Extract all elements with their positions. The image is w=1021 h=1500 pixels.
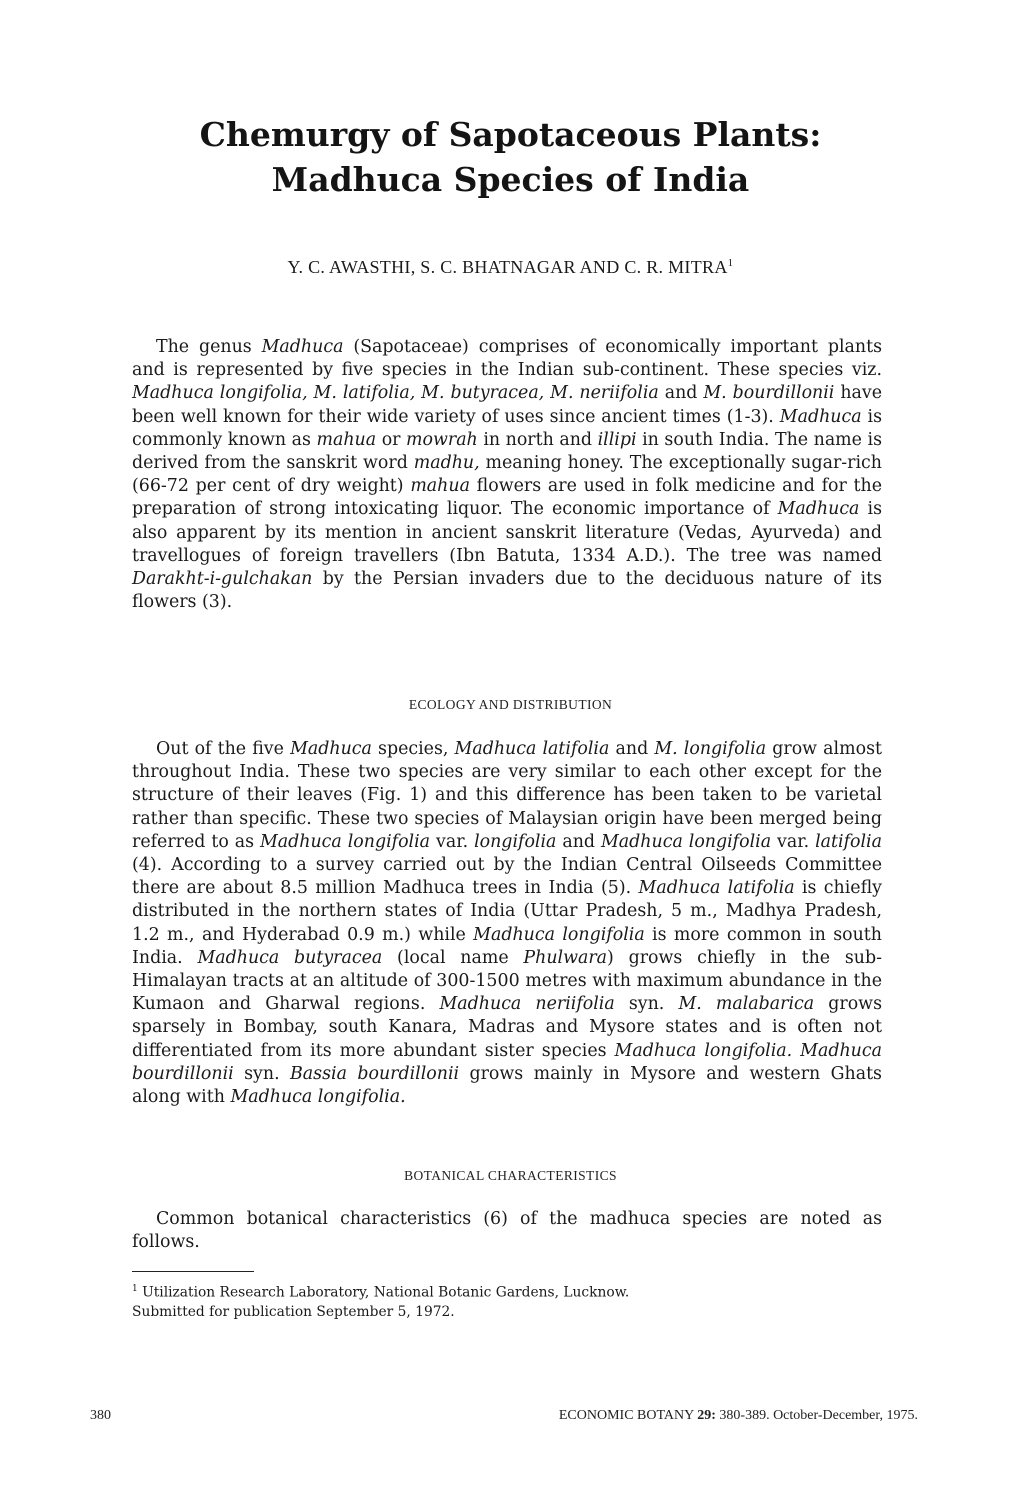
intro-run: or <box>376 429 407 450</box>
intro-run: Madhuca <box>777 499 860 520</box>
title-line-1: Chemurgy of Sapotaceous Plants: <box>199 115 822 154</box>
intro-run: is also apparent by its mention in ancient sanskrit literature (Vedas, Ayurveda) and travellogues of foreign travellers (Ibn Batuta, 1334 A.D.). The tree was named <box>132 499 882 566</box>
ecology-run: Madhuca latifolia <box>638 878 795 899</box>
footnote-marker: 1 <box>132 1284 138 1294</box>
intro-run: madhu, <box>413 453 480 474</box>
ecology-run: is chiefly distributed in the northern states of India (Uttar Pradesh, 5 m., Madhya Pradesh, 1.2 m., and Hyderabad 0.9 m.) while <box>132 878 882 945</box>
article-title <box>0 112 1021 202</box>
ecology-run: latifolia <box>815 831 882 852</box>
ecology-run: Phulwara <box>523 947 608 968</box>
journal-citation <box>559 1408 918 1424</box>
botanical-paragraph-text: Common botanical characteristics (6) of the madhuca species are noted as follows. <box>132 1209 882 1253</box>
botanical-paragraph <box>132 1208 882 1254</box>
ecology-run: var. <box>430 831 475 852</box>
title-line-2: Madhuca Species of India <box>271 160 750 199</box>
ecology-run: Madhuca butyracea <box>197 947 383 968</box>
ecology-run: and <box>609 739 655 759</box>
intro-run: mahua <box>316 429 377 450</box>
page-number: 380 <box>90 1408 111 1423</box>
intro-run: flowers are used in folk medicine and for the preparation of strong intoxicating liquor. The economic importance of <box>132 476 882 520</box>
ecology-paragraph-text <box>132 738 882 1109</box>
intro-paragraph <box>132 336 882 614</box>
journal-volume: 29: <box>697 1408 716 1423</box>
ecology-run: Madhuca longifolia <box>259 831 431 852</box>
ecology-run: Madhuca neriifolia <box>439 994 615 1015</box>
intro-run: Darakht-i-gulchakan <box>132 569 313 590</box>
ecology-run: Madhuca latifolia <box>454 739 610 759</box>
ecology-run: Madhuca <box>290 739 372 759</box>
journal-name: ECONOMIC BOTANY <box>558 1408 698 1423</box>
ecology-run: Madhuca longifolia <box>601 831 772 852</box>
intro-run: mowrah <box>406 429 478 450</box>
ecology-run: ) grows chiefly in the sub-Himalayan tracts at an altitude of 300-1500 metres with maximum abundance in the Kumaon and Gharwal regions. <box>132 947 882 1015</box>
footnote-divider <box>132 1271 254 1272</box>
ecology-run: and <box>556 831 601 852</box>
intro-run: illipi <box>597 429 637 450</box>
author-names: Y. C. AWASTHI, S. C. BHATNAGAR AND C. R. MITRA <box>287 257 728 277</box>
intro-run: meaning honey. The exceptionally sugar-rich (66-72 per cent of dry weight) <box>132 453 882 497</box>
author-footnote-marker: 1 <box>727 257 734 269</box>
intro-run: by the Persian invaders due to the deciduous nature of its flowers (3). <box>132 569 882 613</box>
section-heading-ecology: ECOLOGY AND DISTRIBUTION <box>408 697 613 712</box>
ecology-run: Madhuca longifolia. <box>230 1087 406 1108</box>
author-line <box>0 257 1021 278</box>
ecology-run: M. malabarica <box>678 994 815 1015</box>
ecology-run: longifolia <box>474 831 557 852</box>
intro-run: Madhuca longifolia, M. latifolia, M. butyracea, M. neriifolia <box>132 383 659 404</box>
ecology-run: Bassia bourdillonii <box>290 1063 460 1084</box>
ecology-run: grows mainly in Mysore and western Ghats along with <box>132 1063 882 1108</box>
intro-run: in south India. The name is derived from the sanskrit word <box>132 429 883 474</box>
ecology-run: grows sparsely in Bombay, south Kanara, Madras and Mysore states and is often not differentiated from its more abundant sister species <box>132 994 882 1061</box>
footnote-submitted: Submitted for publication September 5, 1972. <box>132 1303 455 1320</box>
ecology-run: M. longifolia <box>654 739 767 759</box>
ecology-run: grow almost throughout India. These two species are very similar to each other except for the structure of their leaves (Fig. 1) and this difference has been taken to be varietal rather than specific. These two species of Malaysian origin have been merged being referred to as <box>132 739 882 852</box>
ecology-run: is more common in south India. <box>132 924 882 968</box>
ecology-run: Out of the five <box>156 739 291 759</box>
ecology-run: syn. <box>233 1063 291 1084</box>
ecology-run: syn. <box>614 994 679 1015</box>
intro-run: Madhuca <box>779 406 862 427</box>
intro-run: in north and <box>477 429 598 450</box>
ecology-paragraph <box>132 738 882 1109</box>
ecology-run: Madhuca longifolia. Madhuca bourdillonii <box>132 1040 882 1084</box>
footnote-affiliation <box>132 1280 892 1303</box>
footnotes <box>132 1280 892 1322</box>
ecology-run: species, <box>371 739 455 759</box>
ecology-run: (local name <box>382 947 524 968</box>
ecology-run: var. <box>771 831 816 852</box>
intro-run: and <box>658 383 704 404</box>
intro-run: M. bourdillonii <box>703 383 835 404</box>
intro-run: mahua <box>410 476 470 497</box>
ecology-run: (4). According to a survey carried out by the Indian Central Oilseeds Committee there are about 8.5 million Madhuca trees in India (5). <box>132 855 882 899</box>
intro-run: is commonly known as <box>132 406 882 450</box>
intro-run: Madhuca <box>261 337 344 357</box>
footnote-affiliation-text: Utilization Research Laboratory, National Botanic Gardens, Lucknow. <box>137 1284 630 1301</box>
intro-paragraph-text <box>132 336 882 614</box>
ecology-run: Madhuca longifolia <box>473 924 645 945</box>
intro-run: (Sapotaceae) comprises of economically important plants and is represented by five species in the Indian sub-continent. These species viz. <box>132 337 882 381</box>
journal-pages-date: 380-389. October-December, 1975. <box>715 1408 918 1423</box>
intro-run: have been well known for their wide variety of uses since ancient times (1-3). <box>132 383 883 427</box>
intro-run: The genus <box>156 337 262 357</box>
section-heading-botanical: BOTANICAL CHARACTERISTICS <box>404 1168 617 1183</box>
